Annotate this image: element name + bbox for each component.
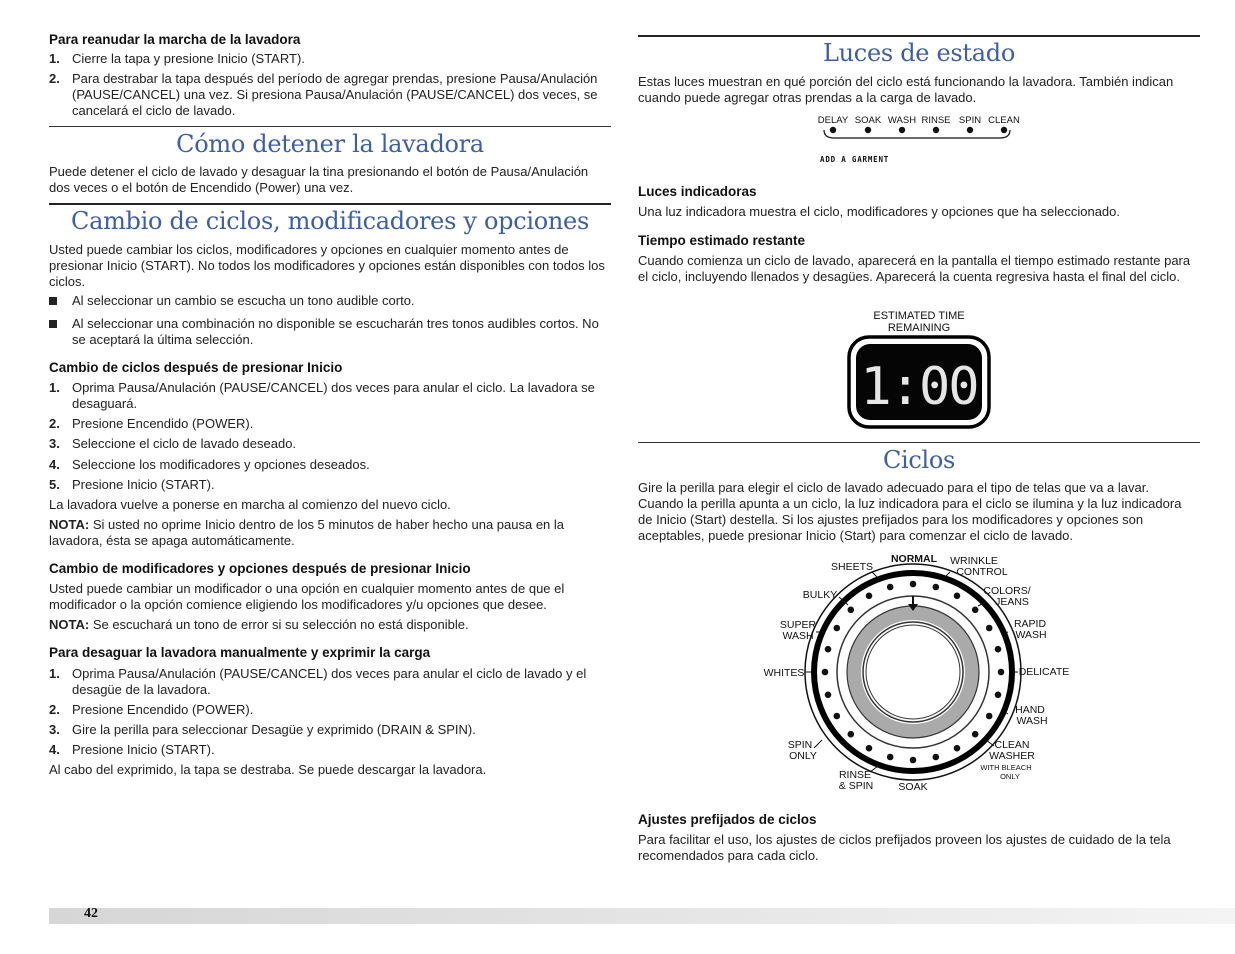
change-intro: Usted puede cambiar los ciclos, modificadores y opciones en cualquier momento antes de presionar Inicio (START). No todos los modificadores y opciones están disponibles con todos los ciclos. bbox=[49, 242, 605, 289]
dial-indicator-dot bbox=[834, 713, 841, 720]
cycle-label-washer: WASHER bbox=[989, 750, 1035, 762]
dial-indicator-dot bbox=[972, 731, 979, 738]
step-number: 4. bbox=[49, 457, 60, 472]
cycle-label-hand-wash: WASH bbox=[1016, 715, 1048, 727]
section-divider bbox=[638, 35, 1200, 37]
cycles-step-5: Presione Inicio (START). bbox=[72, 477, 215, 492]
dial-indicator-dot bbox=[866, 593, 873, 600]
cycle-label-with-bleach: WITH BLEACH bbox=[980, 763, 1032, 772]
indicators-heading: Luces indicadoras bbox=[638, 184, 757, 199]
section-divider bbox=[638, 442, 1200, 443]
dial-indicator-dot bbox=[866, 745, 873, 752]
stop-title: Cómo detener la lavadora bbox=[176, 130, 484, 158]
dial-indicator-dot bbox=[910, 757, 917, 764]
dial-indicator-dot bbox=[995, 692, 1002, 699]
dial-indicator-dot bbox=[986, 713, 993, 720]
step-number: 2. bbox=[49, 71, 60, 86]
step-number: 1. bbox=[49, 51, 60, 66]
time-heading: Tiempo estimado restante bbox=[638, 233, 806, 248]
step-number: 4. bbox=[49, 742, 60, 757]
step-number: 3. bbox=[49, 436, 60, 451]
dial-indicator-dot bbox=[954, 593, 961, 600]
estimated-time-display bbox=[838, 305, 1000, 431]
dial-indicator-dot bbox=[887, 754, 894, 761]
cycles-step-2: Presione Encendido (POWER). bbox=[72, 416, 254, 431]
display-time-value: 1:00 bbox=[860, 357, 978, 417]
cycle-label-jeans: JEANS bbox=[995, 596, 1029, 608]
dial-indicator-dot bbox=[986, 625, 993, 632]
modifiers-after-heading: Cambio de modificadores y opciones después de presionar Inicio bbox=[49, 561, 471, 576]
cycle-label-soak: SOAK bbox=[898, 781, 928, 793]
step-number: 1. bbox=[49, 380, 60, 395]
presets-text: Para facilitar el uso, los ajustes de ciclos prefijados proveen los ajustes de cuidado de la tela recomendados para cada ciclo. bbox=[638, 832, 1171, 863]
indicators-text: Una luz indicadora muestra el ciclo, modificadores y opciones que ha seleccionado. bbox=[638, 204, 1120, 219]
add-garment-label: ADD A GARMENT bbox=[820, 155, 890, 164]
cycle-label-super-wash: WASH bbox=[782, 630, 814, 642]
section-divider bbox=[49, 126, 611, 127]
cycle-label-whites: WHITES bbox=[763, 667, 805, 679]
dial-indicator-dot bbox=[933, 584, 940, 591]
drain-step-4: Presione Inicio (START). bbox=[72, 742, 215, 757]
leader-line bbox=[814, 740, 822, 748]
dial-indicator-dot bbox=[933, 754, 940, 761]
dial-indicator-dot bbox=[954, 745, 961, 752]
cycle-label-rinse-spin: & SPIN bbox=[838, 780, 874, 792]
presets-heading: Ajustes prefijados de ciclos bbox=[638, 812, 817, 827]
status-light-dot bbox=[967, 127, 973, 133]
status-light-label: RINSE bbox=[921, 115, 951, 126]
status-light-label: DELAY bbox=[817, 115, 849, 126]
step-number: 1. bbox=[49, 666, 60, 681]
cycle-label-colors: COLORS/ bbox=[983, 585, 1031, 597]
dial-indicator-dot bbox=[848, 731, 855, 738]
modifiers-note bbox=[49, 617, 611, 633]
cycles-after-text: La lavadora vuelve a ponerse en marcha al comienzo del nuevo ciclo. bbox=[49, 497, 451, 512]
bullet bbox=[49, 297, 57, 305]
modifiers-after-text: Usted puede cambiar un modificador o una opción en cualquier momento antes de que el modificador o la opción comience eligiendo los modificadores y/u opciones que desee. bbox=[49, 581, 565, 612]
status-text: Estas luces muestran en qué porción del ciclo está funcionando la lavadora. También indican cuando puede agregar otras prendas a la carga de lavado. bbox=[638, 74, 1174, 105]
cycle-label-wrinkle: WRINKLE bbox=[950, 555, 998, 567]
dial-indicator-dot bbox=[848, 607, 855, 614]
page-footer-bar bbox=[49, 908, 1235, 924]
display-label-line-1: ESTIMATED TIME bbox=[873, 310, 965, 322]
drain-heading: Para desaguar la lavadora manualmente y exprimir la carga bbox=[49, 645, 431, 660]
status-light-label: WASH bbox=[887, 115, 917, 126]
cycle-selector-dial[interactable] bbox=[760, 550, 1080, 800]
cycles-step-1: Oprima Pausa/Anulación (PAUSE/CANCEL) dos veces para anular el ciclo. La lavadora se desaguará. bbox=[72, 380, 595, 411]
resume-step-1: Cierre la tapa y presione Inicio (START). bbox=[72, 51, 305, 66]
status-light-dot bbox=[830, 127, 836, 133]
display-label-line-2: REMAINING bbox=[887, 322, 951, 334]
cycle-label-control: CONTROL bbox=[956, 566, 1008, 578]
cycles-note bbox=[49, 517, 607, 549]
dial-indicator-dot bbox=[887, 584, 894, 591]
bullet bbox=[49, 320, 57, 328]
resume-heading: Para reanudar la marcha de la lavadora bbox=[49, 32, 301, 47]
dial-indicator-dot bbox=[910, 581, 917, 588]
resume-step-2: Para destrabar la tapa después del período de agregar prendas, presione Pausa/Anulación (PAUSE/CANCEL) una vez. Si presiona Pausa/Anulación (PAUSE/CANCEL) dos veces, se cancelará el ciclo de lavado. bbox=[72, 71, 598, 118]
cycles-after-heading: Cambio de ciclos después de presionar Inicio bbox=[49, 360, 343, 375]
cycle-label-hand: HAND bbox=[1015, 704, 1045, 716]
status-light-label: SPIN bbox=[958, 115, 982, 126]
cycle-label-rapid-wash: WASH bbox=[1015, 629, 1047, 641]
step-number: 2. bbox=[49, 416, 60, 431]
dial-indicator-dot bbox=[834, 625, 841, 632]
status-light-label: CLEAN bbox=[988, 115, 1020, 126]
change-title: Cambio de ciclos, modificadores y opciones bbox=[71, 207, 589, 235]
page-number: 42 bbox=[84, 906, 98, 921]
cycle-label-spin-only: ONLY bbox=[789, 750, 817, 762]
status-light-dot bbox=[1001, 127, 1007, 133]
drain-after-text: Al cabo del exprimido, la tapa se destraba. Se puede descargar la lavadora. bbox=[49, 762, 487, 777]
cycles-title: Ciclos bbox=[882, 446, 956, 474]
section-divider bbox=[49, 203, 611, 205]
drain-step-3: Gire la perilla para seleccionar Desagüe y exprimido (DRAIN & SPIN). bbox=[72, 722, 476, 737]
time-text: Cuando comienza un ciclo de lavado, aparecerá en la pantalla el tiempo estimado restante para el ciclo, incluyendo llenados y desagües. Aparecerá la cuenta regresiva hasta el final del ciclo. bbox=[638, 253, 1191, 284]
status-light-dot bbox=[865, 127, 871, 133]
cycles-step-3: Seleccione el ciclo de lavado deseado. bbox=[72, 436, 297, 451]
cycle-label-super: SUPER bbox=[779, 619, 817, 631]
dial-knob-center bbox=[863, 622, 963, 722]
cycle-label-rapid: RAPID bbox=[1013, 618, 1047, 630]
dial-indicator-dot bbox=[825, 692, 832, 699]
status-title: Luces de estado bbox=[823, 39, 1015, 67]
status-light-dot bbox=[899, 127, 905, 133]
step-number: 5. bbox=[49, 477, 60, 492]
dial-indicator-dot bbox=[822, 669, 829, 676]
status-light-label: SOAK bbox=[854, 115, 882, 126]
dial-indicator-dot bbox=[995, 646, 1002, 653]
drain-step-2: Presione Encendido (POWER). bbox=[72, 702, 254, 717]
dial-indicator-dot bbox=[825, 646, 832, 653]
cycle-label-sheets: SHEETS bbox=[830, 561, 874, 573]
cycle-label-clean: CLEAN bbox=[994, 739, 1030, 751]
cycle-label-delicate: DELICATE bbox=[1018, 666, 1070, 678]
cycles-step-4: Seleccione los modificadores y opciones deseados. bbox=[72, 457, 370, 472]
status-light-dot bbox=[933, 127, 939, 133]
step-number: 2. bbox=[49, 702, 60, 717]
cycle-label-spin: SPIN bbox=[787, 739, 813, 751]
change-bullet-1: Al seleccionar un cambio se escucha un tono audible corto. bbox=[72, 293, 415, 308]
cycles-text: Gire la perilla para elegir el ciclo de lavado adecuado para el tipo de telas que va a lavar. Cuando la perilla apunta a un ciclo, la luz indicadora para el ciclo se ilumina y la luz indicadora de Inicio (Start) destella. Si los ajustes prefijados para los modificadores y opciones son aceptables, puede presionar Inicio (Start) para comenzar el ciclo de lavado. bbox=[638, 480, 1182, 543]
change-bullet-2: Al seleccionar una combinación no disponible se escucharán tres tonos audibles cortos. No se aceptará la última selección. bbox=[72, 316, 599, 347]
stop-text: Puede detener el ciclo de lavado y desaguar la tina presionando el botón de Pausa/Anulación dos veces o el botón de Encendido (Power) una vez. bbox=[49, 164, 589, 195]
status-light-bracket bbox=[824, 130, 1010, 138]
step-number: 3. bbox=[49, 722, 60, 737]
note-text: Se escuchará un tono de error si su selección no está disponible. bbox=[89, 617, 469, 632]
note-label: NOTA: bbox=[49, 517, 90, 532]
cycle-label-bleach-only: ONLY bbox=[1000, 772, 1020, 781]
cycle-label-normal: NORMAL bbox=[890, 553, 938, 565]
cycle-label-rinse: RINSE bbox=[838, 769, 872, 781]
dial-indicator-dot bbox=[998, 669, 1005, 676]
note-label: NOTA: bbox=[49, 617, 90, 632]
note-text: Si usted no oprime Inicio dentro de los 5 minutos de haber hecho una pausa en la lavadora, ésta se apaga automáticamente. bbox=[49, 517, 565, 548]
dial-indicator-dot bbox=[972, 607, 979, 614]
drain-step-1: Oprima Pausa/Anulación (PAUSE/CANCEL) dos veces para anular el ciclo de lavado y el desagüe de la lavadora. bbox=[72, 666, 587, 697]
cycle-label-bulky: BULKY bbox=[802, 589, 838, 601]
status-lights-diagram bbox=[812, 110, 1032, 170]
